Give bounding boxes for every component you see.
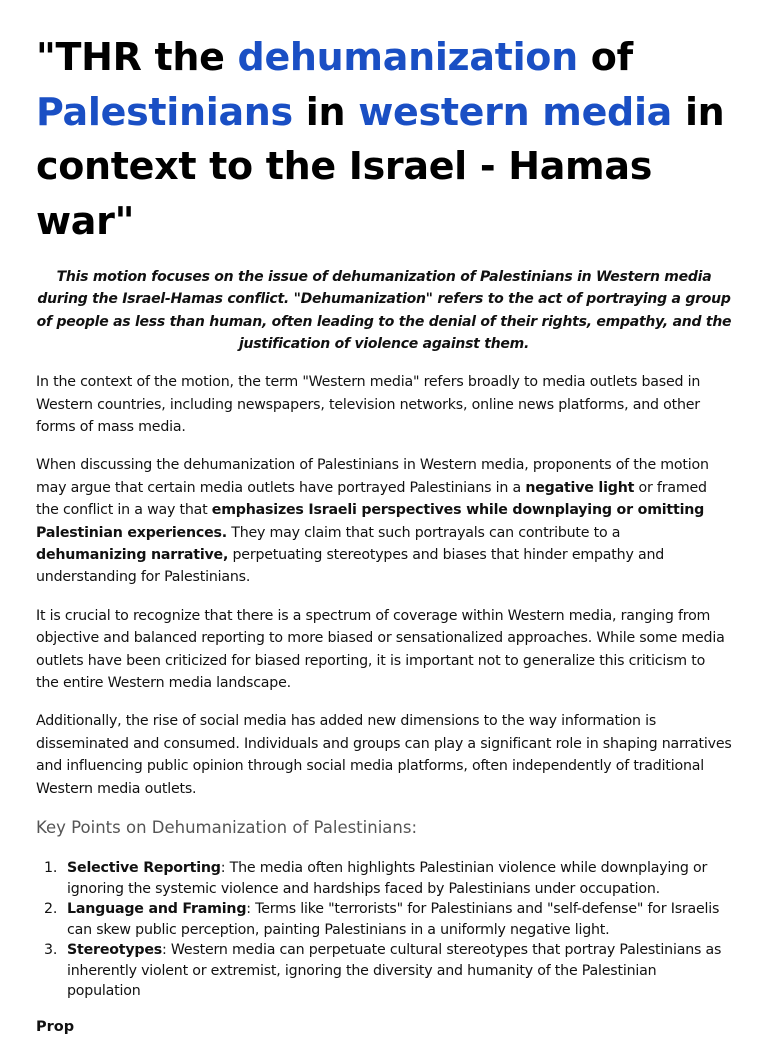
paragraph-proponents-argument	[36, 454, 732, 588]
key-points-heading: Key Points on Dehumanization of Palestinians:	[36, 818, 418, 838]
title-highlight-palestinians: Palestinians	[36, 89, 293, 134]
prop-heading: Prop	[36, 1018, 75, 1035]
title-part-3: in	[292, 89, 359, 134]
para2-text-4: perpetuating stereotypes and biases that hinder empathy and understanding for Palestinians.	[36, 547, 665, 586]
list-item	[36, 858, 732, 899]
para2-bold-emphasizes: emphasizes Israeli perspectives while downplaying or omitting Palestinian experiences.	[36, 502, 705, 541]
list-item-term: Selective Reporting	[67, 860, 221, 877]
title-part-2: of	[577, 35, 633, 79]
list-item-text: : Terms like "terrorists" for Palestinians and "self-defense" for Israelis can skew public perception, painting Palestinians in a uniformly negative light.	[67, 901, 720, 938]
document-page	[36, 30, 732, 1038]
paragraph-western-media-definition: In the context of the motion, the term "Western media" refers broadly to media outlets based in Western countries, including newspapers, television networks, online news platforms, and other forms of mass media.	[36, 374, 701, 435]
paragraph-social-media: Additionally, the rise of social media has added new dimensions to the way information is disseminated and consumed. Individuals and groups can play a significant role in shaping narratives and influencing public opinion through social media platforms, often independently of traditional Western media outlets.	[36, 713, 732, 797]
intro-summary: This motion focuses on the issue of dehumanization of Palestinians in Western media during the Israel-Hamas conflict. "Dehumanization" refers to the act of portraying a group of people as less than human, often leading to the denial of their rights, empathy, and the justification of violence against them.	[36, 269, 732, 352]
title-part-4: in context to the Israel - Hamas war"	[36, 89, 725, 243]
para2-text-2: or framed the conflict in a way that	[36, 479, 707, 519]
title-highlight-dehumanization: dehumanization	[237, 35, 578, 79]
list-item-number: 3.	[44, 942, 58, 959]
list-item-term: Stereotypes	[67, 942, 163, 959]
list-item-text: : The media often highlights Palestinian violence while downplaying or ignoring the systemic violence and hardships faced by Palestinians under occupation.	[67, 860, 708, 897]
para2-bold-dehumanizing-narrative: dehumanizing narrative,	[36, 547, 229, 564]
list-item-number: 2.	[44, 901, 58, 918]
title-part-1: "THR the	[36, 35, 238, 79]
list-item-number: 1.	[44, 860, 58, 877]
para2-text-3: They may claim that such portrayals can contribute to a	[226, 524, 621, 541]
list-item-term: Language and Framing	[67, 901, 247, 918]
list-item	[36, 899, 732, 940]
key-points-list	[36, 858, 732, 1002]
list-item-text: : Western media can perpetuate cultural stereotypes that portray Palestinians as inherently violent or extremist, ignoring the diversity and humanity of the Palestinian population	[67, 942, 722, 1000]
list-item	[36, 940, 732, 1002]
paragraph-spectrum-of-coverage: It is crucial to recognize that there is a spectrum of coverage within Western media, ranging from objective and balanced reporting to more biased or sensationalized approaches. While some media outlets have been criticized for biased reporting, it is important not to generalize this criticism to the entire Western media landscape.	[36, 607, 725, 692]
para2-text-1: When discussing the dehumanization of Palestinians in Western media, proponents of the motion may argue that certain media outlets have portrayed Palestinians in a	[36, 457, 709, 496]
document-title	[36, 30, 732, 248]
para2-bold-negative-light: negative light	[525, 479, 635, 496]
title-highlight-western-media: western media	[358, 89, 673, 134]
